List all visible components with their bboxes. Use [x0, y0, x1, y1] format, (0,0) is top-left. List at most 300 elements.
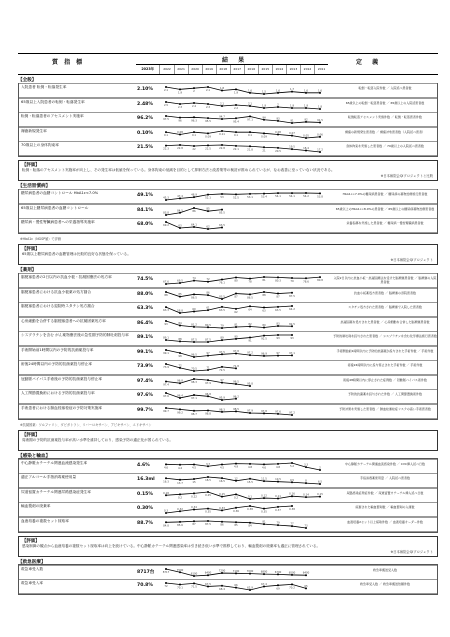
trend-value-label: 90: [234, 335, 238, 339]
trend-point: [291, 505, 293, 507]
trend-value-label: 88: [164, 293, 168, 297]
indicator-row: [19, 204, 437, 219]
trend-value-label: 1.6: [275, 89, 281, 93]
trend-chart: [159, 361, 327, 374]
trend-value-label: 68.4: [219, 587, 225, 591]
trend-value-label: 16.3: [163, 480, 169, 484]
trend-value-label: 72: [178, 364, 182, 368]
trend-chart: [159, 489, 327, 502]
indicator-value: 96.2%: [137, 116, 153, 121]
trend-value-label: 74: [192, 277, 196, 281]
trend-point: [291, 583, 293, 585]
trend-value-label: 65: [304, 584, 308, 588]
trend-value-label: 4.8: [275, 465, 281, 469]
trend-value-label: 53.8: [317, 195, 323, 199]
trend-point: [193, 520, 195, 522]
indicator-value: 49.1%: [137, 193, 153, 198]
indicator-definition: 65歳以上の転倒・転落患者数 ／ 65歳以上の入院延患者数: [345, 100, 425, 105]
trend-value-label: 22.1: [233, 147, 239, 151]
trend-value-label: 0.38: [247, 508, 253, 511]
indicator-table: [18, 458, 438, 533]
indicator-row: [19, 98, 437, 113]
trend-value-label: 0.1: [233, 133, 239, 137]
indicator-label: 褥瘡新規発生率: [21, 128, 47, 133]
trend-value-label: 86: [220, 523, 224, 527]
trend-value-label: 85: [234, 523, 238, 527]
trend-chart: [159, 113, 327, 126]
indicator-label: 術後24時間以内の予防的抗菌薬投与停止率: [21, 362, 93, 366]
indicator-label: 65歳以上糖尿病患者の血糖コントロール: [21, 205, 89, 210]
trend-value-label: 72: [164, 585, 168, 588]
trend-point: [305, 192, 307, 194]
trend-point: [207, 491, 209, 493]
indicator-row: [19, 565, 437, 580]
trend-value-label: 15: [192, 481, 196, 485]
indicator-value: 21.5%: [137, 145, 153, 150]
indicator-definition: 抗凝固薬を処方された患者数 ／ 心房細動を合併した脳梗塞患者数: [340, 319, 430, 324]
trend-value-label: 82.5: [289, 322, 295, 326]
indicator-row: [19, 83, 437, 98]
trend-value-label: 6400: [204, 571, 212, 575]
trend-line: [163, 87, 323, 94]
indicator-definition: 尿路感染症発症件数 ／ 尿道留置カテーテル挿入延べ日数: [346, 490, 424, 495]
evaluation-title: 【評価】: [22, 538, 40, 544]
evaluation-title: 【評価】: [22, 247, 40, 252]
trend-value-label: 3.7: [205, 462, 211, 466]
indicator-definition: 術後48時間以内に停止された症例数 ／ 冠動脈バイパス術件数: [343, 377, 427, 382]
indicator-definition: スタチン処方された患者数 ／ 脳梗塞で入院した患者数: [348, 305, 422, 309]
trend-value-label: 78: [248, 280, 252, 284]
trend-value-label: 0.1: [247, 495, 253, 498]
indicator-value: 4.6%: [137, 462, 150, 468]
trend-value-label: 63: [262, 309, 266, 313]
year-cell: 2016: [244, 65, 258, 74]
trend-line: [166, 277, 320, 284]
year-cell: 2018: [216, 65, 230, 74]
trend-value-label: 2: [193, 90, 195, 94]
indicator-value: 99.1%: [137, 349, 153, 355]
trend-value-label: 2.4: [191, 104, 197, 108]
trend-chart: [159, 289, 327, 302]
trend-point: [207, 379, 209, 381]
indicator-value: 70.8%: [137, 583, 153, 588]
trend-point: [207, 520, 209, 522]
trend-value-label: 97.9: [205, 381, 211, 385]
indicator-definition: 予防的抗菌薬を投与された件数 ／ 人工関節置換術件数: [348, 392, 422, 396]
indicator-label: 入院患者 転倒・転落発生率: [21, 85, 67, 89]
trend-point: [193, 478, 195, 480]
trend-chart: [159, 566, 327, 579]
trend-value-label: 17.2: [317, 148, 323, 152]
section-title: 【感染と輸血】: [18, 453, 51, 459]
section-title: 【全般】: [18, 78, 37, 83]
trend-value-label: 45.3: [163, 196, 169, 200]
trend-value-label: 54.2: [303, 195, 309, 198]
trend-value-label: 0.11: [275, 494, 281, 498]
trend-value-label: 1.9: [303, 104, 309, 107]
trend-value-label: 85: [178, 292, 182, 296]
trend-point: [277, 192, 279, 194]
year-cell: 2021: [174, 65, 188, 74]
trend-point: [179, 520, 181, 522]
trend-value-label: 87.5: [191, 338, 197, 342]
trend-value-label: 73.9: [163, 366, 169, 369]
trend-value-label: 0.09: [205, 134, 211, 138]
trend-chart: [159, 190, 327, 203]
trend-point: [193, 378, 195, 380]
trend-point: [165, 568, 167, 570]
trend-point: [179, 493, 181, 495]
indicator-table: [18, 83, 438, 158]
indicator-definition: 手術開始前1時間以内に予防的抗菌薬が投与された手術件数 ／ 手術件数: [336, 348, 434, 353]
trend-value-label: 6.5: [317, 480, 323, 484]
trend-point: [235, 117, 237, 119]
trend-point: [249, 115, 251, 117]
indicator-value: 0.30%: [137, 506, 153, 511]
trend-value-label: 83.8: [163, 211, 169, 214]
header-results: 結 果: [222, 57, 249, 64]
trend-value-label: 87.5: [205, 522, 211, 526]
trend-value-label: 15.5: [247, 480, 253, 484]
trend-line: [163, 506, 292, 513]
trend-point: [207, 409, 209, 411]
trend-value-label: 64.2: [289, 308, 295, 311]
trend-value-label: 87.5: [205, 338, 211, 342]
trend-value-label: 96.5: [191, 353, 197, 356]
trend-value-label: 18.4: [303, 147, 309, 150]
trend-point: [221, 366, 223, 368]
indicator-definition: 中心静脈カテーテル関連血流感染件数 ／ CVC挿入延べ日数: [345, 461, 425, 466]
trend-value-label: 1.9: [289, 104, 295, 107]
trend-chart: [159, 474, 327, 487]
trend-value-label: 53.1: [247, 195, 253, 199]
indicator-definition: 救急車搬送受入数: [372, 567, 397, 572]
indicator-label: 脳梗塞患者の2日以内の抗血小板・抗凝固療法の処方率: [21, 275, 112, 279]
trend-value-label: 6400: [302, 571, 310, 575]
trend-point: [277, 584, 279, 586]
trend-value-label: 11.5: [261, 477, 267, 481]
trend-point: [179, 351, 181, 353]
indicator-label: シスプラチンを含む がん薬物療法後の急性期予防的制吐剤投与率: [21, 333, 129, 337]
trend-value-label: 70.1: [177, 586, 183, 590]
trend-chart: [159, 503, 327, 516]
trend-value-label: 2.2: [233, 106, 239, 110]
trend-point: [319, 276, 321, 278]
trend-value-label: 0.33: [219, 506, 225, 510]
trend-value-label: 82: [248, 322, 252, 326]
qi-report: [18, 53, 438, 595]
indicator-definition: 術後24時間以内に投与停止された手術件数 ／ 手術件数: [347, 363, 423, 367]
trend-point: [193, 102, 195, 104]
trend-value-label: 13.7: [177, 481, 183, 485]
trend-value-label: 19.5: [289, 145, 295, 149]
trend-point: [235, 521, 237, 523]
table-header: [18, 53, 438, 75]
trend-point: [249, 505, 251, 507]
trend-value-label: 98.5: [233, 407, 239, 411]
trend-value-label: 97.1: [289, 351, 295, 355]
trend-value-label: 97.5: [163, 118, 169, 121]
trend-value-label: 62: [234, 310, 238, 314]
trend-value-label: 52.5: [233, 196, 239, 200]
trend-value-label: 84: [248, 524, 252, 528]
trend-value-label: 64.1: [191, 223, 197, 227]
indicator-row: [19, 389, 437, 404]
year-cell: 2013: [286, 65, 300, 74]
trend-value-label: 22.3: [163, 147, 169, 151]
indicator-row: [19, 459, 437, 474]
trend-value-label: 91: [248, 339, 252, 343]
trend-value-label: 84.8: [163, 523, 169, 527]
trend-value-label: 96.8: [205, 392, 211, 396]
indicator-label: 冠動脈バイパス手術後の予防的抗菌薬投与停止率: [21, 376, 103, 381]
indicator-label: 中心静脈カテーテル関連血流感染発生率: [21, 460, 88, 465]
trend-point: [221, 477, 223, 479]
indicator-row: [19, 473, 437, 488]
indicator-row: [19, 488, 437, 503]
evaluation-box: [18, 160, 438, 181]
trend-value-label: 89.1: [163, 336, 169, 340]
trend-value-label: 1.9: [233, 91, 239, 95]
trend-value-label: 96.4: [177, 394, 183, 398]
trend-value-label: 0.25: [205, 493, 211, 497]
trend-value-label: 97.6: [163, 395, 169, 398]
header-indicator: 質 指 標: [52, 59, 85, 66]
trend-point: [235, 462, 237, 464]
trend-point: [193, 492, 195, 494]
trend-point: [221, 130, 223, 132]
indicator-value: 88.7%: [137, 520, 153, 526]
trend-value-label: 94: [262, 116, 266, 120]
trend-value-label: 63.5: [275, 308, 281, 312]
trend-point: [207, 132, 209, 134]
evaluation-source: ※日本病院会QIプロジェクト: [390, 549, 433, 554]
trend-value-label: 63.3: [163, 309, 169, 313]
trend-line: [163, 102, 323, 109]
trend-value-label: 0.2: [177, 495, 183, 499]
indicator-row: [19, 331, 437, 346]
year-cell: 2023年: [141, 67, 155, 71]
trend-point: [165, 320, 167, 322]
trend-value-label: 2.3: [205, 105, 211, 109]
indicator-row: [19, 346, 437, 361]
trend-value-label: 93: [164, 322, 168, 326]
trend-point: [193, 145, 195, 147]
evaluation-text: 感染制御の観点から血液培養の複数セット採取率は向上を続けている。中心静脈カテーテル関連感染率は引き続き低い水準で推移しており、輸血製剤の廃棄率も適正に管理されている。: [22, 543, 321, 548]
trend-value-label: 63.5: [219, 308, 225, 312]
trend-value-label: 84.5: [177, 208, 183, 212]
indicator-value: 0.15%: [137, 491, 153, 497]
trend-value-label: 97: [220, 378, 224, 382]
trend-value-label: 12: [234, 477, 238, 481]
indicator-row: [19, 375, 437, 390]
trend-value-label: 87: [192, 522, 196, 526]
trend-value-label: 4.5: [191, 466, 197, 470]
trend-value-label: 98.7: [191, 412, 197, 416]
indicator-label: 手術患者における肺血栓塞栓症の予防対策実施率: [21, 405, 103, 410]
trend-value-label: 79: [220, 324, 224, 327]
trend-point: [235, 104, 237, 106]
trend-value-label: 0.12: [261, 494, 267, 498]
evaluation-text: 周術期の予防的抗菌薬投与率が高い水準を維持しており、感染予防の適正化が図られている。: [22, 437, 173, 442]
trend-point: [235, 131, 237, 133]
trend-value-label: 67.5: [205, 582, 211, 586]
trend-line: [166, 193, 320, 200]
indicator-label: 心房細動を合併する脳梗塞患者への抗凝固薬処方率: [21, 318, 106, 323]
indicator-definition: HbA1c<7.0%の糖尿病患者数 ／ 糖尿病の薬物治療施行患者数: [342, 192, 428, 196]
year-header-row: [136, 64, 328, 74]
indicator-row: [19, 218, 437, 233]
trend-value-label: 76.1: [219, 281, 225, 285]
trend-value-label: 1.9: [177, 91, 183, 95]
indicator-label: 人工関節置換術における予防的抗菌薬投与率: [21, 391, 95, 395]
indicator-label: 血液培養の複数セット採取率: [21, 518, 69, 523]
trend-point: [235, 292, 237, 294]
trend-value-label: 2.5: [163, 103, 169, 107]
trend-point: [193, 394, 195, 396]
trend-value-label: 80.3: [275, 279, 281, 283]
trend-value-label: 8: [305, 479, 307, 483]
trend-value-label: 6700: [274, 570, 282, 574]
trend-value-label: 93: [276, 337, 280, 340]
trend-value-label: 0.37: [275, 508, 281, 512]
trend-value-label: 2.3: [177, 105, 183, 109]
trend-point: [249, 337, 251, 339]
trend-value-label: 93: [276, 117, 280, 121]
evaluation-text: 65歳以上糖尿病患者の血糖管理は比較的良好な状態を保っている。: [22, 252, 131, 256]
trend-point: [193, 582, 195, 584]
trend-point: [165, 477, 167, 479]
trend-point: [165, 291, 167, 293]
header-definition: 定 義: [356, 59, 383, 66]
trend-value-label: 63.5: [219, 224, 225, 228]
trend-value-label: 86.5: [191, 295, 197, 299]
trend-line: [166, 335, 292, 342]
indicator-value: 68.0%: [137, 222, 153, 227]
trend-value-label: 97.6: [275, 409, 281, 413]
indicator-definition: 抗血小板薬処方患者数 ／ 脳梗塞の退院患者数: [354, 290, 416, 295]
trend-point: [291, 192, 293, 194]
trend-value-label: 96.2: [233, 395, 239, 399]
trend-value-label: 47.4: [177, 194, 183, 198]
trend-value-label: 97.1: [191, 397, 197, 401]
trend-value-label: 1.6: [317, 89, 323, 93]
trend-value-label: 81: [234, 323, 238, 326]
trend-point: [179, 583, 181, 585]
indicator-label: 70歳以上の身体拘束率: [21, 143, 59, 147]
trend-value-label: 18.5: [205, 479, 211, 482]
trend-point: [193, 409, 195, 411]
trend-value-label: 0.34: [191, 506, 197, 509]
trend-value-label: 7500: [176, 568, 184, 572]
trend-chart: [159, 580, 327, 593]
indicator-row: [19, 517, 437, 532]
trend-point: [305, 277, 307, 279]
trend-point: [263, 335, 265, 337]
trend-value-label: 54.1: [289, 195, 295, 199]
trend-chart: [159, 84, 327, 97]
trend-point: [263, 276, 265, 278]
trend-value-label: 2: [277, 103, 279, 106]
trend-line: [166, 292, 292, 299]
trend-value-label: 0.06: [317, 132, 323, 136]
trend-value-label: 96.8: [177, 379, 183, 383]
year-cell: 2022: [159, 65, 173, 74]
trend-line: [166, 321, 292, 328]
trend-value-label: 48.9: [191, 193, 197, 197]
evaluation-title: 【評価】: [22, 432, 40, 438]
trend-point: [263, 508, 265, 510]
trend-value-label: 67.4: [261, 583, 267, 587]
trend-point: [263, 463, 265, 465]
trend-line: [166, 408, 292, 415]
trend-value-label: 6500: [288, 570, 296, 574]
trend-point: [207, 144, 209, 146]
trend-value-label: 0.1: [247, 133, 253, 137]
trend-value-label: 10.5: [275, 478, 281, 482]
trend-chart: [159, 205, 327, 218]
trend-value-label: 97.5: [219, 350, 225, 354]
trend-value-label: 2: [319, 466, 321, 469]
trend-point: [291, 334, 293, 336]
trend-point: [193, 131, 195, 133]
indicator-value: 97.4%: [137, 378, 153, 384]
trend-value-label: 85.6: [177, 523, 183, 527]
trend-value-label: 8717: [162, 570, 170, 574]
trend-value-label: 0.07: [289, 131, 295, 135]
indicator-row: [19, 141, 437, 156]
trend-value-label: 99.7: [163, 409, 169, 413]
indicator-definition: 救急車受入数 ／ 救急車搬送依頼件数: [360, 582, 410, 586]
trend-value-label: 1.9: [261, 104, 267, 107]
trend-line: [166, 116, 320, 123]
trend-value-label: 88: [262, 293, 266, 297]
trend-value-label: 97.4: [163, 383, 169, 387]
trend-point: [235, 277, 237, 279]
trend-point: [263, 307, 265, 309]
trend-point: [249, 293, 251, 295]
trend-chart: [159, 376, 327, 389]
trend-value-label: 0.16: [289, 492, 295, 496]
indicator-label: 尿道留置カテーテル関連尿路感染症発生率: [21, 489, 91, 494]
trend-value-label: 97.9: [247, 409, 253, 413]
evaluation-box: [18, 430, 438, 451]
trend-value-label: 0.2: [233, 495, 239, 499]
indicator-table: [18, 564, 438, 595]
indicator-value: 0.10%: [137, 130, 153, 136]
evaluation-text: 転倒・転落のアセスメント実施率が向上し、その発生率は低値を保っている。身体拘束の低減を目的として抑制方法と改善策等の検討が推められているが、なお改善に至っていない状況である。: [22, 168, 335, 172]
section-note: ※HbA1c（NGSP値）で評価: [20, 237, 61, 241]
trend-value-label: 80.8: [317, 279, 323, 283]
trend-value-label: 2.1: [219, 102, 225, 105]
trend-value-label: 88: [178, 337, 182, 341]
trend-value-label: 1.5: [261, 90, 267, 94]
trend-value-label: 92.5: [261, 337, 267, 341]
trend-point: [277, 276, 279, 278]
trend-point: [221, 144, 223, 146]
indicator-row: [19, 302, 437, 317]
year-cell: 2012: [300, 65, 314, 74]
trend-point: [193, 116, 195, 118]
indicator-value: 8717台: [137, 569, 155, 575]
indicator-label: 救急車受入数: [21, 566, 44, 571]
trend-value-label: 80.5: [205, 323, 211, 327]
year-cell: 2019: [202, 65, 216, 74]
trend-value-label: 86.5: [247, 295, 253, 299]
indicator-value: 16.3ml: [137, 477, 155, 482]
indicator-table: [18, 189, 438, 235]
indicator-label: 65歳以上入院患者の転倒・転落発生率: [21, 99, 85, 104]
